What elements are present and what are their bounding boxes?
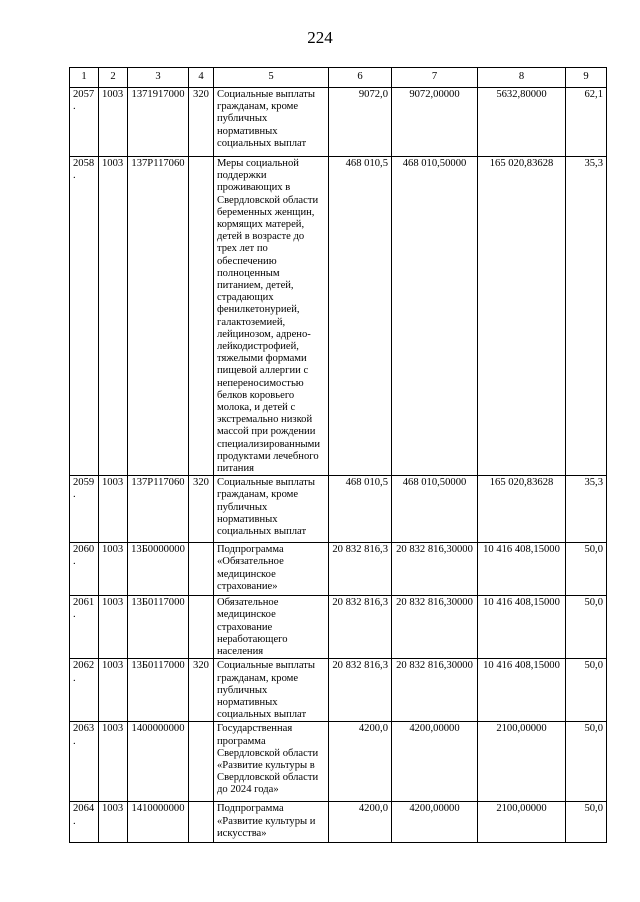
plan-amount: 468 010,5 bbox=[329, 157, 392, 476]
table-row bbox=[70, 157, 607, 476]
plan-amount: 4200,0 bbox=[329, 802, 392, 843]
execution-percent: 35,3 bbox=[566, 476, 607, 543]
item-name: Обязательное медицинское страхование неработающего населения bbox=[214, 596, 329, 659]
row-number: 2060. bbox=[70, 543, 99, 596]
execution-percent: 50,0 bbox=[566, 543, 607, 596]
target-code: 1371917000 bbox=[128, 88, 189, 157]
item-name: Социальные выплаты гражданам, кроме публичных нормативных социальных выплат bbox=[214, 659, 329, 722]
column-header: 3 bbox=[128, 68, 189, 88]
executed-amount: 2100,00000 bbox=[478, 722, 566, 802]
section-code: 1003 bbox=[99, 659, 128, 722]
approved-amount: 468 010,50000 bbox=[392, 476, 478, 543]
expense-type: 320 bbox=[189, 659, 214, 722]
expense-type bbox=[189, 543, 214, 596]
approved-amount: 468 010,50000 bbox=[392, 157, 478, 476]
column-header: 4 bbox=[189, 68, 214, 88]
expense-type bbox=[189, 722, 214, 802]
execution-percent: 50,0 bbox=[566, 596, 607, 659]
column-header: 7 bbox=[392, 68, 478, 88]
budget-table bbox=[69, 67, 607, 843]
table-row bbox=[70, 659, 607, 722]
section-code: 1003 bbox=[99, 802, 128, 843]
execution-percent: 50,0 bbox=[566, 802, 607, 843]
column-header: 5 bbox=[214, 68, 329, 88]
executed-amount: 165 020,83628 bbox=[478, 476, 566, 543]
table-row bbox=[70, 722, 607, 802]
section-code: 1003 bbox=[99, 157, 128, 476]
section-code: 1003 bbox=[99, 596, 128, 659]
expense-type bbox=[189, 157, 214, 476]
table-row bbox=[70, 476, 607, 543]
column-header: 6 bbox=[329, 68, 392, 88]
plan-amount: 4200,0 bbox=[329, 722, 392, 802]
approved-amount: 9072,00000 bbox=[392, 88, 478, 157]
column-header: 1 bbox=[70, 68, 99, 88]
approved-amount: 20 832 816,30000 bbox=[392, 659, 478, 722]
plan-amount: 20 832 816,3 bbox=[329, 543, 392, 596]
item-name: Государственная программа Свердловской области «Развитие культуры в Свердловской области до 2024 года» bbox=[214, 722, 329, 802]
table-row bbox=[70, 596, 607, 659]
table-row bbox=[70, 543, 607, 596]
table-row bbox=[70, 802, 607, 843]
approved-amount: 20 832 816,30000 bbox=[392, 543, 478, 596]
execution-percent: 50,0 bbox=[566, 722, 607, 802]
item-name: Социальные выплаты гражданам, кроме публичных нормативных социальных выплат bbox=[214, 476, 329, 543]
executed-amount: 10 416 408,15000 bbox=[478, 659, 566, 722]
executed-amount: 10 416 408,15000 bbox=[478, 543, 566, 596]
page-number: 224 bbox=[307, 28, 333, 47]
item-name: Подпрограмма «Развитие культуры и искусства» bbox=[214, 802, 329, 843]
target-code: 13Б0117000 bbox=[128, 659, 189, 722]
plan-amount: 20 832 816,3 bbox=[329, 596, 392, 659]
approved-amount: 20 832 816,30000 bbox=[392, 596, 478, 659]
row-number: 2062. bbox=[70, 659, 99, 722]
item-name: Подпрограмма «Обязательное медицинское страхование» bbox=[214, 543, 329, 596]
plan-amount: 468 010,5 bbox=[329, 476, 392, 543]
header-row bbox=[70, 68, 607, 88]
execution-percent: 50,0 bbox=[566, 659, 607, 722]
execution-percent: 62,1 bbox=[566, 88, 607, 157]
approved-amount: 4200,00000 bbox=[392, 722, 478, 802]
executed-amount: 165 020,83628 bbox=[478, 157, 566, 476]
column-header: 8 bbox=[478, 68, 566, 88]
plan-amount: 9072,0 bbox=[329, 88, 392, 157]
section-code: 1003 bbox=[99, 722, 128, 802]
execution-percent: 35,3 bbox=[566, 157, 607, 476]
expense-type: 320 bbox=[189, 88, 214, 157]
executed-amount: 5632,80000 bbox=[478, 88, 566, 157]
row-number: 2063. bbox=[70, 722, 99, 802]
row-number: 2061. bbox=[70, 596, 99, 659]
plan-amount: 20 832 816,3 bbox=[329, 659, 392, 722]
target-code: 1400000000 bbox=[128, 722, 189, 802]
column-header: 2 bbox=[99, 68, 128, 88]
row-number: 2059. bbox=[70, 476, 99, 543]
section-code: 1003 bbox=[99, 476, 128, 543]
table-row bbox=[70, 88, 607, 157]
column-header: 9 bbox=[566, 68, 607, 88]
target-code: 13Б0000000 bbox=[128, 543, 189, 596]
section-code: 1003 bbox=[99, 543, 128, 596]
target-code: 13Б0117000 bbox=[128, 596, 189, 659]
row-number: 2064. bbox=[70, 802, 99, 843]
item-name: Социальные выплаты гражданам, кроме публичных нормативных социальных выплат bbox=[214, 88, 329, 157]
executed-amount: 10 416 408,15000 bbox=[478, 596, 566, 659]
target-code: 1410000000 bbox=[128, 802, 189, 843]
row-number: 2057. bbox=[70, 88, 99, 157]
expense-type: 320 bbox=[189, 476, 214, 543]
approved-amount: 4200,00000 bbox=[392, 802, 478, 843]
target-code: 137P117060 bbox=[128, 157, 189, 476]
expense-type bbox=[189, 596, 214, 659]
executed-amount: 2100,00000 bbox=[478, 802, 566, 843]
item-name: Меры социальной поддержки проживающих в Свердловской области беременных женщин, кормящих матерей, детей в возрасте до трех лет по обеспечению полноценным питанием, детей, страдающих фенилкетонурией, галактоземией, лейцинозом, адрено-лейкодистрофией, тяжелыми формами пищевой аллергии с непереносимостью белков коровьего молока, и детей с экстремально низкой массой при рождении специализированными продуктами лечебного питания bbox=[214, 157, 329, 476]
expense-type bbox=[189, 802, 214, 843]
target-code: 137P117060 bbox=[128, 476, 189, 543]
row-number: 2058. bbox=[70, 157, 99, 476]
section-code: 1003 bbox=[99, 88, 128, 157]
